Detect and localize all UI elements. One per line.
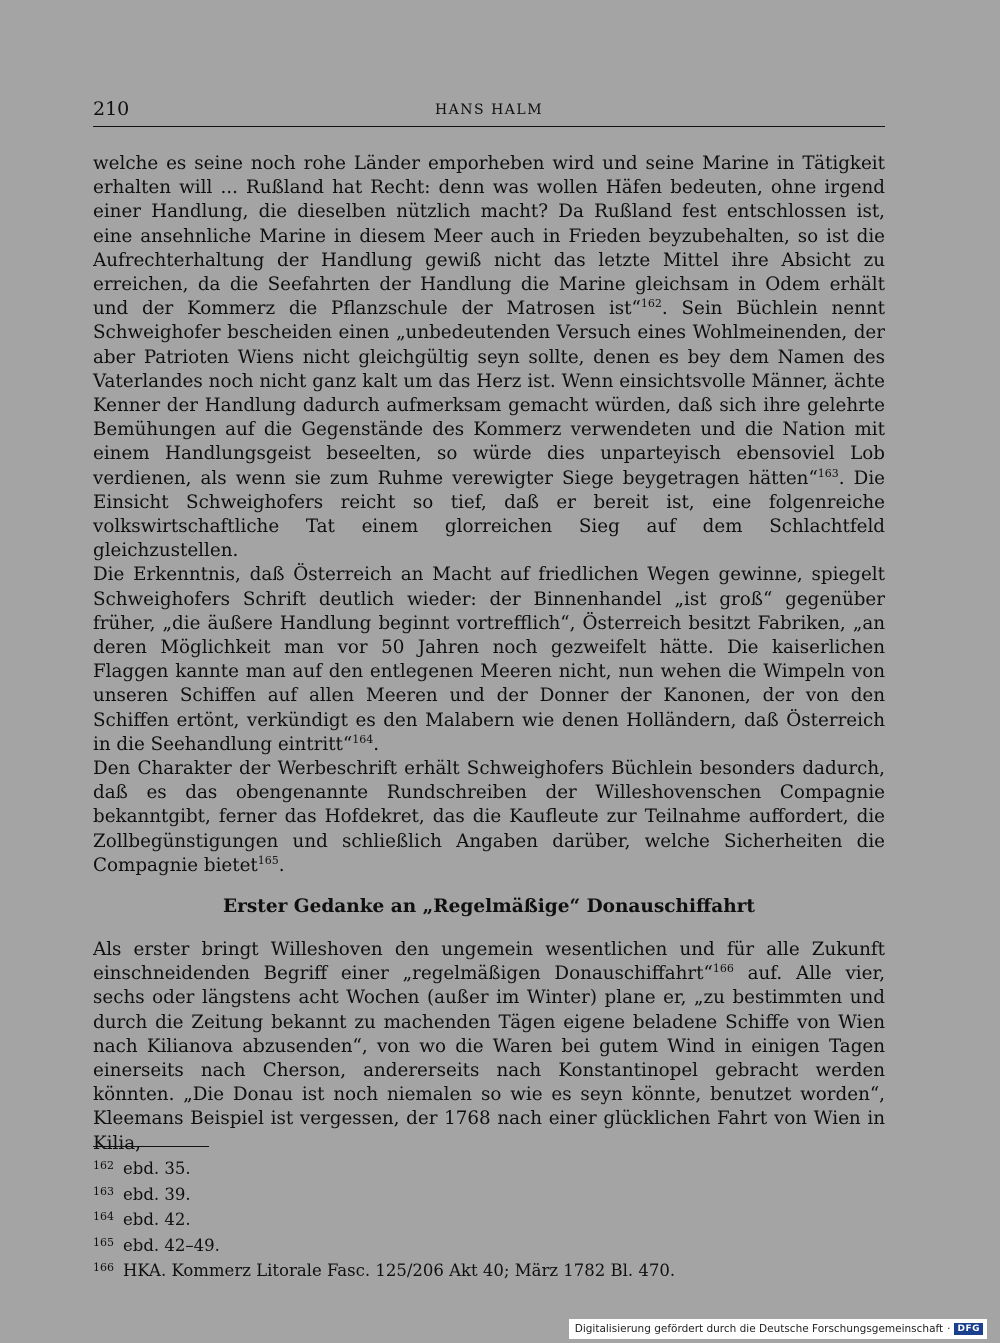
footnote-number: 166 — [93, 1261, 114, 1274]
section-body — [93, 938, 885, 1156]
footnote-ref: 165 — [257, 853, 279, 867]
text-run: Die Erkenntnis, daß Österreich an Macht auf friedlichen Wegen gewinne, spiegelt Schweighofers Schrift deutlich wieder: der Binnenhandel „ist groß“ gegenüber früher, „die äußere Handlung beginnt vortrefflich“, Österreich besitzt Fabriken, „an deren Möglichkeit man vor 50 Jahren noch gezweifelt hätte. Die kaiserlichen Flaggen kannte man auf den entlegenen Meeren nicht, nun wehen die Wimpeln von unseren Schiffen auf allen Meeren und der Donner der Kanonen, der von den Schiffen ertönt, verkündigt es den Malabern wie denen Holländern, daß Österreich in die Seehandlung eintritt“ — [93, 564, 885, 755]
page-header — [93, 96, 885, 127]
footnote-text: HKA. Kommerz Litorale Fasc. 125/206 Akt 40; März 1782 Bl. 470. — [123, 1261, 676, 1280]
footnote-number: 163 — [93, 1184, 114, 1198]
footnote — [93, 1232, 885, 1258]
running-head: HANS HALM — [434, 102, 544, 118]
footnote-text: ebd. 42–49. — [123, 1235, 220, 1255]
footnote-ref: 164 — [352, 732, 374, 746]
footnote — [93, 1206, 885, 1232]
footnote — [93, 1181, 885, 1207]
footnote — [93, 1155, 885, 1181]
text-run: . — [373, 733, 380, 755]
footnote-ref: 162 — [640, 297, 662, 311]
dfg-separator: · — [947, 1323, 951, 1335]
footnote-text: ebd. 35. — [123, 1159, 191, 1178]
footnote-number: 164 — [93, 1210, 114, 1223]
text-run: . Die Einsicht Schweighofers reicht so tief, daß er bereit ist, eine folgenreiche volkswirtschaftliche Tat einem glorreichen Sieg auf dem Schlachtfeld gleichzustellen. — [93, 467, 885, 562]
text-run: . Sein Büchlein nennt Schweighofer bescheiden einen „unbedeutenden Versuch eines Wohlmeinenden, der aber Patrioten Wiens nicht gleichgültig seyn sollte, denen es bey dem Namen des Vaterlandes noch nicht ganz kalt um das Herz ist. Wenn einsichtsvolle Männer, ächte Kenner der Handlung dadurch aufmerksam gemacht würden, daß sich ihre gelehrte Bemühungen auf die Gegenstände des Kommerz verwendeten und die Nation mit einem Handlungsgeist beseelten, so würde dies unparteyisch ebensoviel Lob verdienen, als wenn sie zum Ruhme verewigter Siege beygetragen hätten“ — [93, 298, 886, 489]
paragraph-2 — [93, 563, 885, 757]
footnotes — [93, 1155, 885, 1283]
footnote-ref: 163 — [817, 466, 839, 480]
footnote — [93, 1257, 885, 1283]
dfg-logo-icon[interactable]: DFG — [954, 1323, 983, 1335]
body-text — [93, 152, 885, 878]
dfg-funding-text: Digitalisierung gefördert durch die Deutsche Forschungsgemeinschaft — [574, 1323, 944, 1335]
paragraph-1 — [93, 152, 885, 563]
footnote-number: 162 — [93, 1159, 114, 1172]
footnote-text: ebd. 39. — [123, 1184, 191, 1204]
section-paragraph — [93, 938, 885, 1156]
dfg-funding-banner[interactable] — [569, 1319, 987, 1339]
footnote-divider — [93, 1146, 209, 1147]
footnote-ref: 166 — [712, 962, 734, 976]
text-run: Den Charakter der Werbeschrift erhält Schweighofers Büchlein besonders dadurch, daß es das obengenannte Rundschreiben der Willeshovenschen Compagnie bekanntgibt, ferner das Hofdekret, das die Kaufleute zur Teilnahme auffordert, die Zollbegünstigungen und schließlich Angaben darüber, welche Sicherheiten die Compagnie bietet — [93, 758, 885, 876]
text-run: Als erster bringt Willeshoven den ungemein wesentlichen und für alle Zukunft einschneidenden Begriff einer „regelmäßigen Donauschiffahrt“ — [93, 939, 885, 985]
section-heading: Erster Gedanke an „Regelmäßige“ Donauschiffahrt — [223, 896, 755, 917]
page-number: 210 — [93, 98, 130, 120]
footnote-text: ebd. 42. — [123, 1210, 191, 1229]
text-run: auf. Alle vier, sechs oder längstens acht Wochen (außer im Winter) plane er, „zu bestimmten und durch die Zeitung bekannt zu machenden Tägen eigene beladene Schiffe von Wien nach Kilianova abzusenden“, von wo die Waren bei gutem Wind in einigen Tagen einerseits nach Cherson, andererseits nach Konstantinopel gebracht werden könnten. „Die Donau ist noch niemalen so wie es seyn könnte, benutzet worden“, Kleemans Beispiel ist vergessen, der 1768 nach einer glücklichen Fahrt von Wien in Kilia, — [93, 963, 886, 1154]
text-run: welche es seine noch rohe Länder emporheben wird und seine Marine in Tätigkeit erhalten will ... Rußland hat Recht: denn was wollen Häfen bedeuten, ohne irgend einer Handlung, die dieselben nützlich macht? Da Rußland fest entschlossen ist, eine ansehnliche Marine in diesem Meer auch in Frieden beyzubehalten, so ist die Aufrechterhaltung der Handlung gewiß nicht das letzte Mittel ihre Absicht zu erreichen, da die Seefahrten der Handlung die Marine gleichsam in Odem erhält und der Kommerz die Pflanzschule der Matrosen ist“ — [93, 153, 885, 320]
text-run: . — [278, 854, 285, 876]
footnote-number: 165 — [93, 1235, 114, 1249]
paragraph-3 — [93, 757, 885, 878]
